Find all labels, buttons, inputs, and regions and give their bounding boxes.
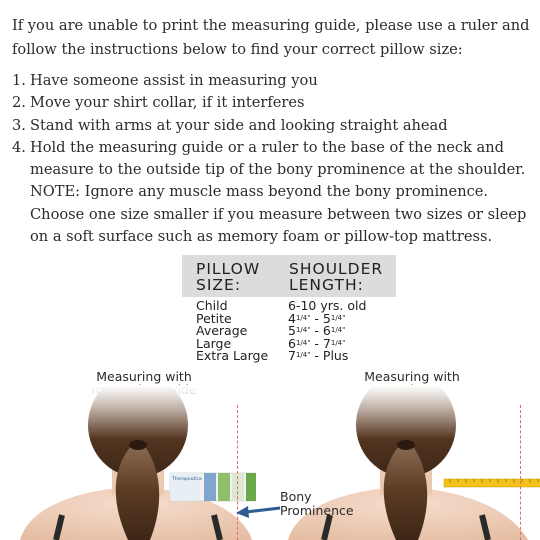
size-row-extra-large	[196, 350, 396, 363]
step-text: Move your shirt collar, if it interferes	[30, 94, 305, 112]
step-3	[12, 115, 532, 137]
caption-ruler: Measuring with	[364, 369, 460, 384]
shoulder-length-heading: SHOULDER LENGTH:	[289, 260, 384, 294]
caption-measuring-guide: Measuring with	[96, 369, 192, 384]
size-length: $4^{1/4"} - 5^{1/4"}$	[288, 310, 346, 326]
size-table	[196, 300, 396, 363]
step-text: Have someone assist in measuring you	[30, 72, 318, 89]
size-table-header	[182, 255, 396, 297]
size-length: $6^{1/4"} - 7^{1/4"}$	[288, 335, 346, 351]
photo-measuring-guide	[0, 385, 256, 540]
step-number: 1.	[12, 72, 26, 89]
pillow-size-heading: PILLOW SIZE:	[196, 260, 261, 294]
step-text: Hold the measuring guide or a ruler to the base of the neck and	[30, 138, 504, 156]
step-4-line: measure to the outside tip of the bony prominence at the shoulder.	[30, 161, 526, 179]
step-1	[12, 70, 532, 92]
bony-prominence-label: Bony Prominence	[280, 489, 354, 518]
size-name: Petite	[196, 310, 232, 326]
step-number: 3.	[12, 116, 26, 134]
step-4-line: Choose one size smaller if you measure between two sizes or sleep	[30, 205, 527, 223]
intro-line-2: follow the instructions below to find your correct pillow size:	[12, 41, 463, 58]
arrow-icon	[234, 500, 282, 520]
size-name: Extra Large	[196, 348, 269, 364]
step-4-note: NOTE: Ignore any muscle mass beyond the bony prominence.	[30, 183, 489, 201]
step-2	[12, 92, 532, 114]
step-text: Stand with arms at your side and looking straight ahead	[30, 116, 448, 134]
step-number: 2.	[12, 94, 26, 112]
size-name: Child	[196, 298, 228, 313]
size-length: 6-10 yrs. old	[288, 298, 367, 313]
size-length: $7^{1/4"}$ - Plus	[288, 348, 349, 364]
shoulder-guide-line	[520, 405, 521, 540]
size-name: Average	[196, 323, 248, 339]
step-4-line: on a soft surface such as memory foam or pillow-top mattress.	[30, 228, 493, 246]
step-4	[12, 137, 532, 159]
size-length: $5^{1/4"} - 6^{1/4"}$	[288, 323, 346, 339]
size-name: Large	[196, 335, 232, 351]
intro-text	[12, 14, 532, 62]
instruction-steps	[12, 70, 532, 248]
step-number: 4.	[12, 138, 26, 156]
intro-line-1: If you are unable to print the measuring guide, please use a ruler and	[12, 17, 530, 34]
